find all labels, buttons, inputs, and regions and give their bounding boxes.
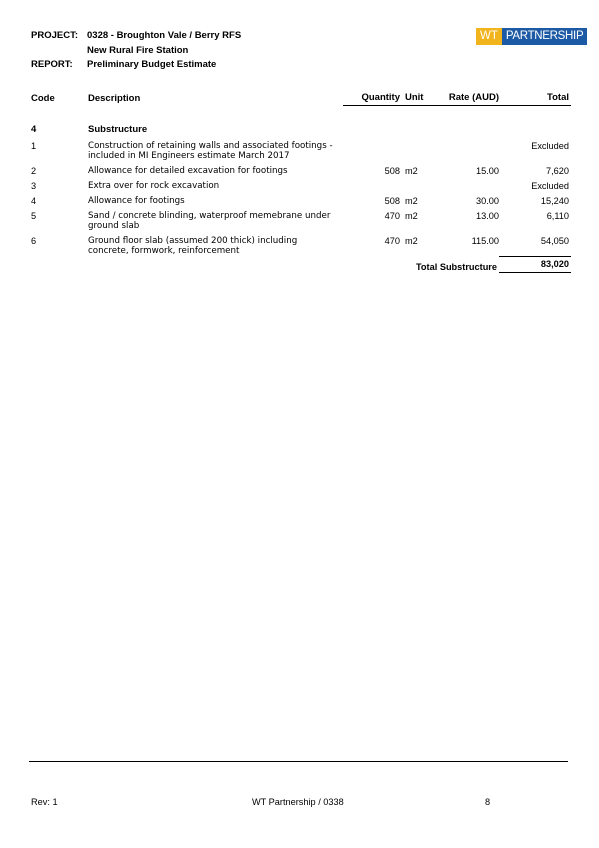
project-value: 0328 - Broughton Vale / Berry RFS: [87, 30, 242, 41]
row-quantity: 508: [384, 166, 400, 176]
row-total: 7,620: [546, 166, 569, 176]
table-row: [31, 191, 571, 206]
project-subtitle: New Rural Fire Station: [87, 44, 189, 56]
col-unit-header: Unit: [400, 91, 429, 106]
report-header: [31, 29, 241, 73]
row-rate: 30.00: [476, 196, 499, 206]
footer-divider: [29, 761, 568, 762]
row-description: Sand / concrete blinding, waterproof memebrane under ground slab: [88, 211, 331, 231]
row-quantity: [343, 176, 400, 191]
table-row: [31, 206, 571, 231]
row-total: 15,240: [540, 196, 569, 206]
table-header-row: [31, 91, 571, 106]
table-row: [31, 176, 571, 191]
row-code: 6: [31, 236, 37, 246]
table-row: [31, 136, 571, 161]
row-rate: 15.00: [476, 166, 499, 176]
row-code: 3: [31, 181, 37, 191]
row-total: 54,050: [540, 236, 569, 246]
row-quantity: 508: [384, 196, 400, 206]
row-unit: m2: [405, 196, 418, 206]
report-label: REPORT:: [31, 59, 73, 70]
row-quantity: 470: [384, 236, 400, 246]
col-description-header: Description: [88, 92, 141, 104]
subtotal-value: 83,020: [499, 256, 571, 272]
footer-center: WT Partnership / 0338: [252, 797, 344, 807]
section-title: Substructure: [88, 123, 148, 135]
row-unit: m2: [405, 236, 418, 246]
page-number: 8: [485, 797, 491, 807]
col-rate-header: Rate (AUD): [429, 91, 499, 106]
logo-wt: WT: [476, 28, 502, 45]
row-unit: m2: [405, 166, 418, 176]
row-code: 1: [31, 141, 37, 151]
row-rate: 115.00: [471, 236, 499, 246]
col-code-header: Code: [31, 92, 55, 104]
row-unit: m2: [405, 211, 418, 221]
section-row: [31, 106, 571, 137]
row-description: Allowance for detailed excavation for footings: [88, 166, 288, 176]
row-total: 6,110: [546, 211, 569, 221]
row-rate: 13.00: [476, 211, 499, 221]
company-logo: [476, 28, 587, 45]
subtotal-row: [31, 256, 571, 272]
project-label: PROJECT:: [31, 30, 78, 41]
row-description: Extra over for rock excavation: [88, 181, 220, 191]
row-quantity: [343, 136, 400, 161]
section-code: 4: [31, 123, 37, 135]
logo-partnership: PARTNERSHIP: [502, 28, 587, 45]
row-code: 4: [31, 196, 37, 206]
row-total: Excluded: [531, 141, 569, 151]
col-total-header: Total: [499, 91, 571, 106]
row-rate: [429, 136, 499, 161]
subtotal-label: Total Substructure: [416, 262, 497, 272]
row-description: Allowance for footings: [88, 196, 185, 206]
row-code: 5: [31, 211, 37, 221]
row-code: 2: [31, 166, 37, 176]
row-unit: [400, 136, 429, 161]
row-quantity: 470: [384, 211, 400, 221]
table-row: [31, 231, 571, 256]
row-total: Excluded: [531, 181, 569, 191]
col-quantity-header: Quantity: [343, 91, 400, 106]
footer-revision: Rev: 1: [31, 797, 58, 807]
row-description: Construction of retaining walls and associated footings - included in MI Engineers estimate March 2017: [88, 141, 333, 161]
report-value: Preliminary Budget Estimate: [87, 59, 217, 70]
estimate-table: [31, 91, 571, 273]
table-row: [31, 161, 571, 176]
row-unit: [400, 176, 429, 191]
row-rate: [429, 176, 499, 191]
row-description: Ground floor slab (assumed 200 thick) including concrete, formwork, reinforcement: [88, 236, 298, 256]
